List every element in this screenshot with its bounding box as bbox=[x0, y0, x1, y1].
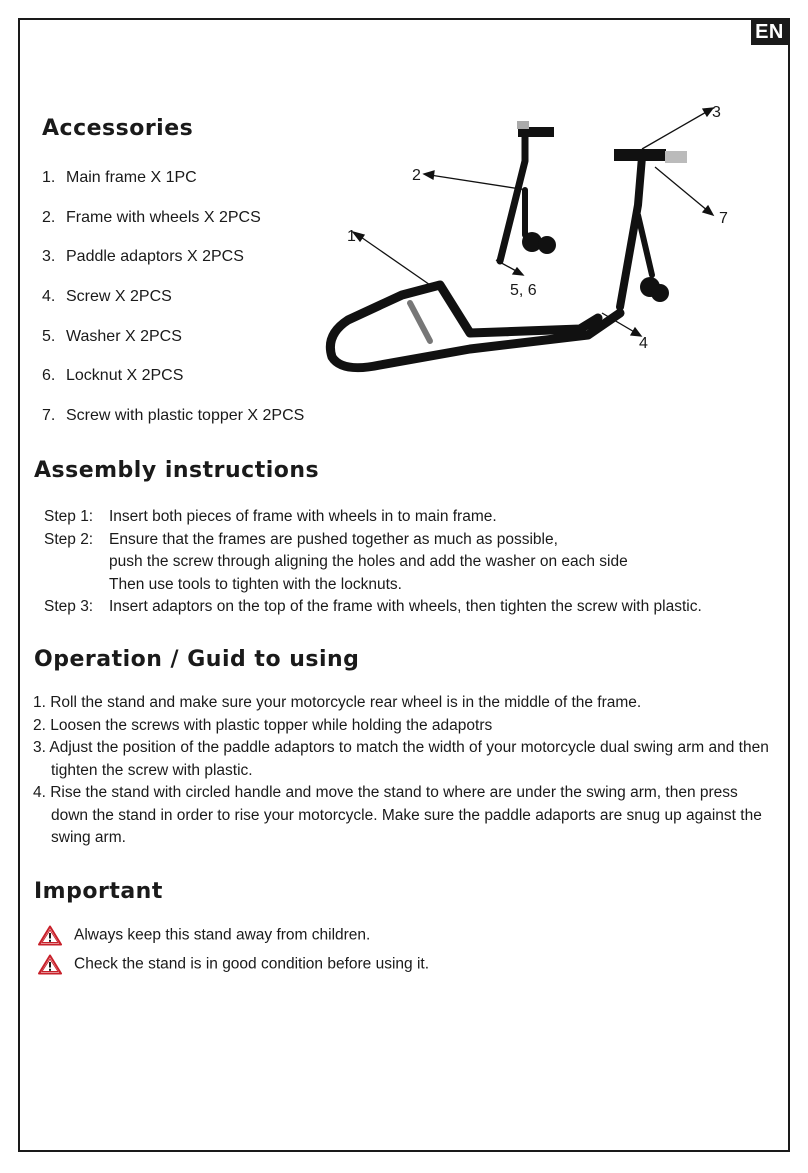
item-number: 2. bbox=[42, 208, 56, 226]
step-row bbox=[44, 529, 702, 552]
warning-triangle-icon bbox=[38, 954, 62, 975]
step-text: Insert both pieces of frame with wheels in to main frame. bbox=[109, 508, 497, 525]
item-label: Washer X 2PCS bbox=[66, 327, 182, 345]
item-label: Locknut X 2PCS bbox=[66, 367, 184, 385]
stand-diagram bbox=[320, 95, 760, 385]
item-number: 3. bbox=[42, 248, 56, 266]
item-label: Main frame X 1PC bbox=[66, 169, 197, 186]
item-number: 4. bbox=[42, 288, 56, 306]
step-label: Step 3: bbox=[44, 598, 94, 615]
warning-text: Check the stand is in good condition before using it. bbox=[74, 955, 430, 973]
operation-title: Operation / Guid to using bbox=[34, 647, 360, 672]
step-row bbox=[44, 551, 702, 574]
left-adaptor-bolt bbox=[517, 121, 529, 129]
step-text: Then use tools to tighten with the locknuts. bbox=[109, 575, 402, 593]
item-label: Frame with wheels X 2PCS bbox=[66, 208, 261, 226]
item-label: Screw X 2PCS bbox=[66, 288, 172, 306]
callout-5-6: 5, 6 bbox=[510, 282, 537, 299]
callout-4: 4 bbox=[639, 335, 648, 352]
item-number: 6. bbox=[42, 367, 56, 385]
step-row bbox=[44, 596, 702, 619]
item-label: Paddle adaptors X 2PCS bbox=[66, 248, 244, 266]
stand-frame bbox=[330, 135, 652, 368]
callout-1: 1 bbox=[347, 228, 356, 245]
list-item: 1. Roll the stand and make sure your motorcycle rear wheel is in the middle of the frame. bbox=[33, 694, 642, 711]
list-item bbox=[42, 168, 304, 208]
list-item: 4. Rise the stand with circled handle and move the stand to where are under the swing arm, then press down the stand in order to rise your motorcycle. Make sure the paddle adaports are snug up against the swing arm. bbox=[33, 784, 762, 846]
step-row bbox=[44, 506, 702, 529]
right-wheel-2 bbox=[651, 284, 669, 302]
item-number: 5. bbox=[42, 327, 56, 345]
step-row bbox=[44, 574, 702, 597]
step-text: Ensure that the frames are pushed together as much as possible, bbox=[109, 530, 558, 548]
list-item bbox=[42, 247, 304, 287]
operation-list bbox=[33, 692, 773, 850]
callout-7: 7 bbox=[719, 210, 728, 227]
list-item bbox=[42, 287, 304, 327]
callout-2: 2 bbox=[412, 167, 421, 184]
list-item: 3. Adjust the position of the paddle adaptors to match the width of your motorcycle dual swing arm and then tighten the screw with plastic. bbox=[33, 739, 769, 779]
right-paddle-adaptor bbox=[614, 149, 666, 161]
step-label: Step 2: bbox=[44, 530, 94, 548]
item-number: 1. bbox=[42, 169, 56, 186]
warning-text: Always keep this stand away from children. bbox=[74, 926, 371, 944]
assembly-steps bbox=[44, 506, 702, 619]
step-label: Step 1: bbox=[44, 508, 94, 525]
step-text: Insert adaptors on the top of the frame with wheels, then tighten the screw with plastic. bbox=[109, 598, 702, 615]
list-item bbox=[42, 366, 304, 406]
left-wheel-2 bbox=[538, 236, 556, 254]
accessories-list bbox=[42, 168, 304, 446]
warning-item bbox=[38, 925, 370, 946]
callout-3: 3 bbox=[712, 104, 721, 121]
important-title: Important bbox=[34, 879, 163, 904]
warning-triangle-icon bbox=[38, 925, 62, 946]
list-item: 2. Loosen the screws with plastic topper while holding the adapotrs bbox=[33, 716, 493, 734]
assembly-title: Assembly instructions bbox=[34, 458, 320, 483]
list-item bbox=[42, 208, 304, 248]
item-label: Screw with plastic topper X 2PCS bbox=[66, 407, 305, 425]
step-text: push the screw through aligning the holes and add the washer on each side bbox=[109, 553, 628, 570]
accessories-title: Accessories bbox=[42, 116, 194, 141]
list-item bbox=[42, 406, 304, 446]
list-item bbox=[42, 327, 304, 367]
warning-item bbox=[38, 954, 429, 975]
language-badge: EN bbox=[751, 20, 788, 45]
right-adaptor-tube bbox=[665, 151, 687, 163]
item-number: 7. bbox=[42, 407, 56, 425]
